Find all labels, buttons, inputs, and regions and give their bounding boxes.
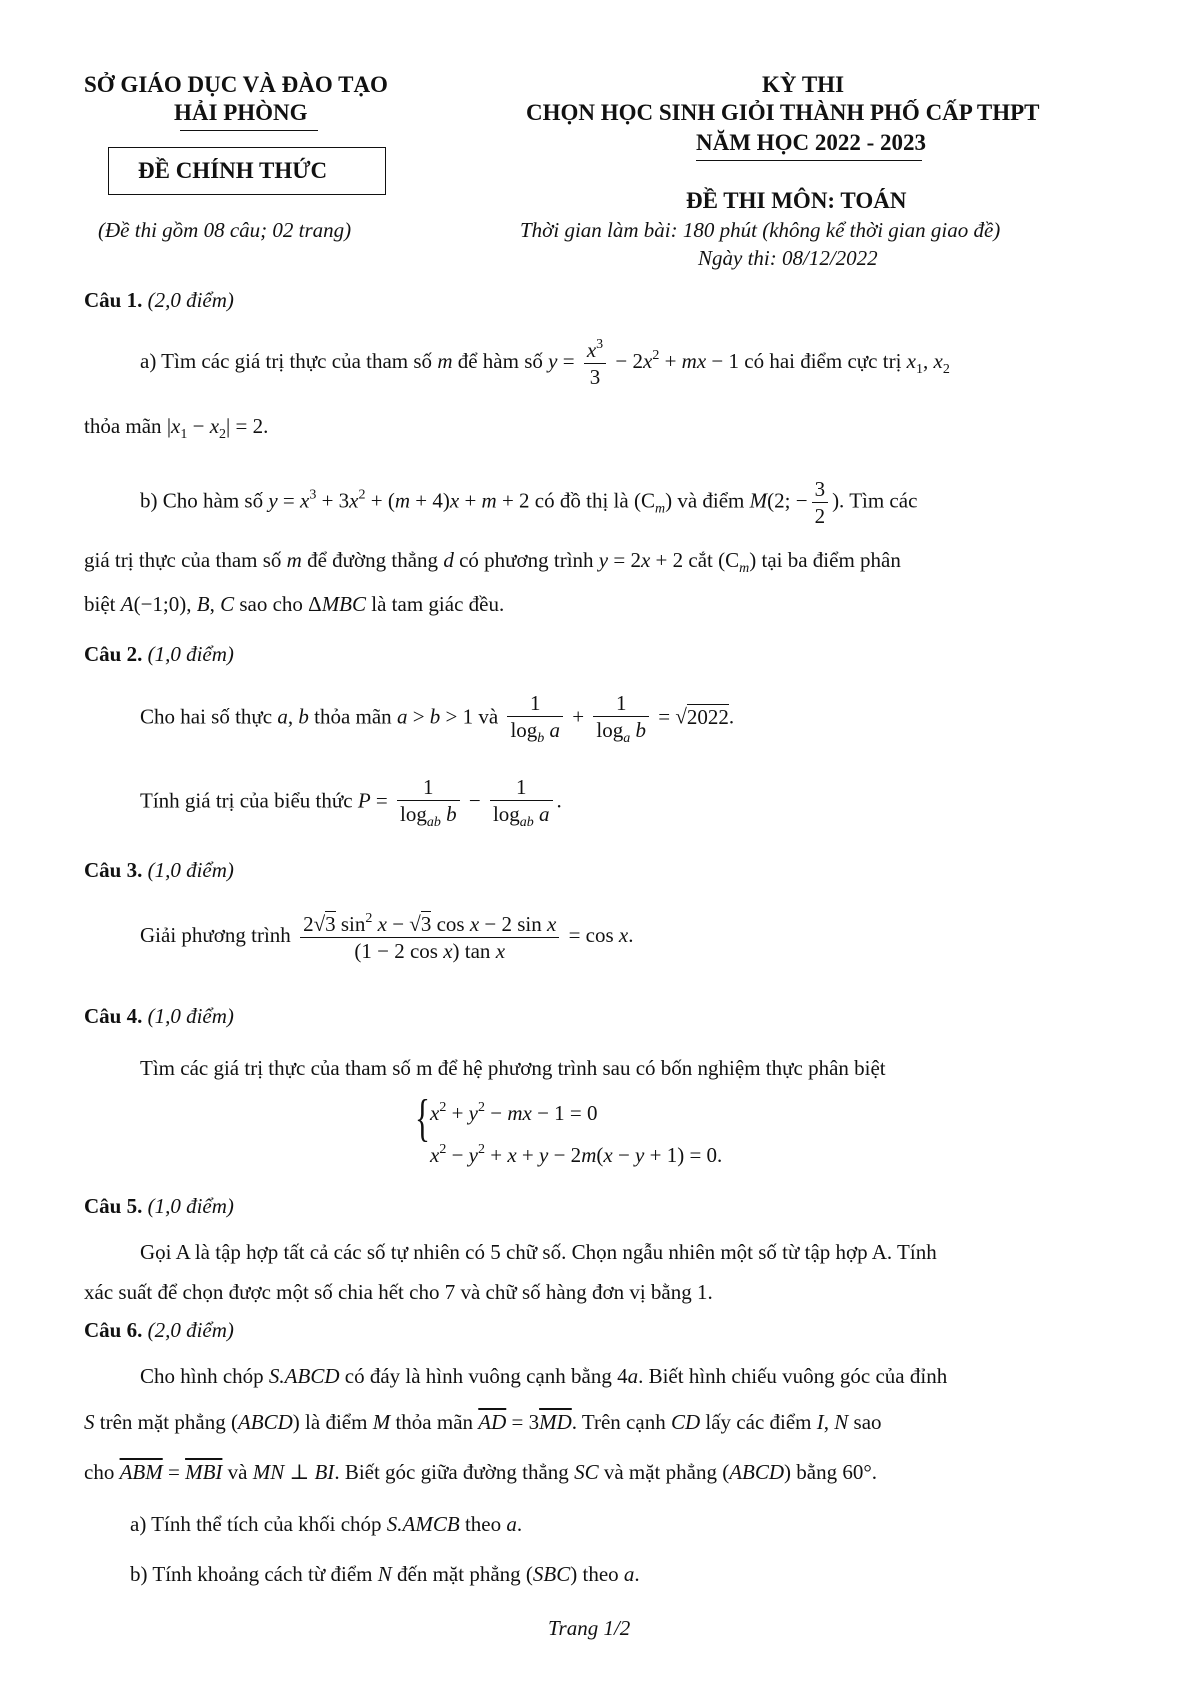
exam-time: Thời gian làm bài: 180 phút (không kể thời gian giao đề) xyxy=(520,218,1001,242)
q6-heading: Câu 6. (2,0 điểm) xyxy=(84,1318,234,1342)
exam-name: CHỌN HỌC SINH GIỎI THÀNH PHỐ CẤP THPT xyxy=(526,100,1040,125)
q4-line1: Tìm các giá trị thực của tham số m để hệ phương trình sau có bốn nghiệm thực phân biệt xyxy=(140,1056,886,1080)
q1b-line2: giá trị thực của tham số m để đường thẳng d có phương trình y = 2x + 2 cắt $(C_m)$ tại ba điểm phân xyxy=(84,548,901,576)
q4-heading: Câu 4. (1,0 điểm) xyxy=(84,1004,234,1028)
school-year: NĂM HỌC 2022 - 2023 xyxy=(696,130,926,155)
q1b-line1: b) Cho hàm số $y = x^3 + 3x^2 + (m + 4)x + m + 2$ có đồ thị là $(C_m)$ và điểm M(2; − $\frac{3}{2}$ ). Tìm các xyxy=(140,477,918,529)
q1b-line3: biệt A(−1;0), B, C sao cho ΔMBC là tam giác đều. xyxy=(84,592,505,616)
subject: ĐỀ THI MÔN: TOÁN xyxy=(686,188,907,213)
q6-line1: Cho hình chóp S.ABCD có đáy là hình vuông cạnh bằng 4a. Biết hình chiếu vuông góc của đỉnh xyxy=(140,1364,948,1388)
q5-heading: Câu 5. (1,0 điểm) xyxy=(84,1194,234,1218)
q2-line1: Cho hai số thực a, b thỏa mãn a > b > 1 và $\frac{1}{\log_b a}$ + $\frac{1}{\log_a b}$ = √2022. xyxy=(140,691,735,747)
q6-line2: S trên mặt phẳng (ABCD) là điểm M thỏa mãn $\overline{AD} = 3\overline{MD}$. Trên cạnh CD lấy các điểm I, N sao xyxy=(84,1410,882,1434)
school-year-underline xyxy=(696,160,922,161)
q3-heading: Câu 3. (1,0 điểm) xyxy=(84,858,234,882)
q1a-line1: a) Tìm các giá trị thực của tham số m để hàm số y = $\frac{x^3}{3}$ − $2x^2$ + mx − 1 có hai điểm cực trị $x_1$, $x_2$ xyxy=(140,337,950,390)
dept-underline xyxy=(180,130,318,131)
q4-eq2: $x^2 - y^2 + x + y - 2m(x - y + 1) = 0$. xyxy=(430,1142,723,1167)
official-label: ĐỀ CHÍNH THỨC xyxy=(138,158,328,183)
q5-line1: Gọi A là tập hợp tất cả các số tự nhiên có 5 chữ số. Chọn ngẫu nhiên một số từ tập hợp A. Tính xyxy=(140,1240,937,1264)
exam-title: KỲ THI xyxy=(762,72,845,97)
q2-heading: Câu 2. (1,0 điểm) xyxy=(84,642,234,666)
q2-line2: Tính giá trị của biểu thức P = $\frac{1}{\log_{ab} b}$ − $\frac{1}{\log_{ab} a}$ . xyxy=(140,775,562,831)
q1-heading: Câu 1. (2,0 điểm) xyxy=(84,288,234,312)
q6-line3: cho $\overline{ABM} = \overline{MBI}$ và MN ⊥ BI. Biết góc giữa đường thẳng SC và mặt phẳng (ABCD) bằng 60°. xyxy=(84,1460,878,1484)
q6b: b) Tính khoảng cách từ điểm N đến mặt phẳng (SBC) theo a. xyxy=(130,1562,640,1586)
q1a-line2: thỏa mãn $|x_1 - x_2| = 2$. xyxy=(84,414,269,442)
dept-city: HẢI PHÒNG xyxy=(174,100,308,125)
page-number: Trang 1/2 xyxy=(548,1616,631,1640)
pages-note: (Đề thi gồm 08 câu; 02 trang) xyxy=(98,218,352,242)
system-brace: { xyxy=(414,1090,430,1147)
q4-eq1: $x^2 + y^2$ − mx − 1 = 0 xyxy=(430,1100,598,1125)
exam-date: Ngày thi: 08/12/2022 xyxy=(698,246,878,270)
q5-line2: xác suất để chọn được một số chia hết cho 7 và chữ số hàng đơn vị bằng 1. xyxy=(84,1280,713,1304)
dept-name: SỞ GIÁO DỤC VÀ ĐÀO TẠO xyxy=(84,72,388,97)
q6a: a) Tính thể tích của khối chóp S.AMCB theo a. xyxy=(130,1512,523,1536)
q3-line1: Giải phương trình $\frac{2√3 \sin^2 x - √3 \cos x - 2 \sin x}{\text{(1 − 2 cos x) tan x}}$ = cos x. xyxy=(140,911,634,964)
